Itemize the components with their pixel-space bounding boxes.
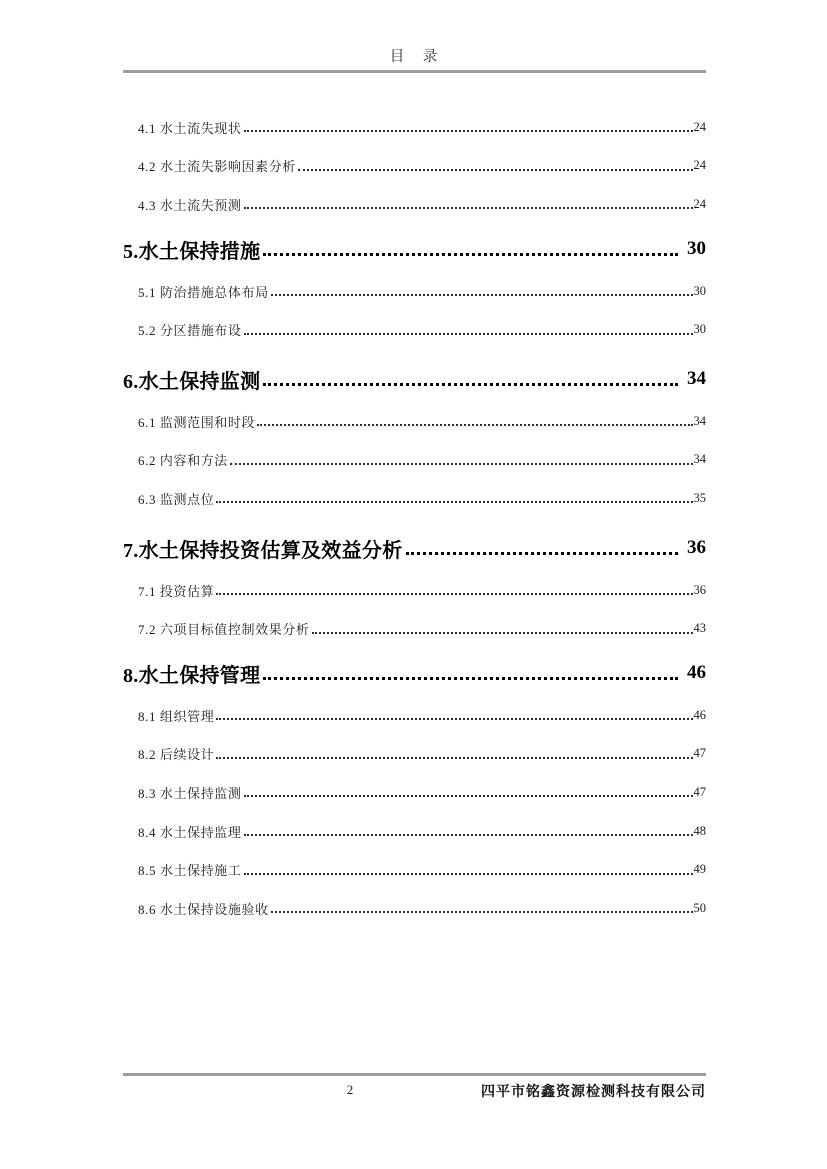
toc-entry-6-3[interactable]: [123, 479, 706, 518]
footer-content: [123, 1076, 706, 1102]
toc-page-number: 49: [693, 862, 706, 877]
toc-dot-leader: [263, 253, 678, 256]
toc-page-number: 46: [687, 662, 706, 684]
toc-entry-label: 5.2 分区措施布设: [138, 323, 242, 339]
toc-heading-8[interactable]: [123, 651, 706, 696]
page-footer: [123, 1073, 706, 1102]
toc-heading-6[interactable]: [123, 357, 706, 402]
toc-entry-label: 8.3 水土保持监测: [138, 785, 242, 801]
toc-entry-label: 6.2 内容和方法: [138, 453, 228, 469]
toc-page-number: 43: [693, 621, 706, 636]
toc-entry-label: 4.1 水土流失现状: [138, 120, 242, 136]
toc-entry-5-1[interactable]: [123, 272, 706, 311]
toc-dot-leader: [257, 424, 692, 426]
toc-entry-label: 8.4 水土保持监理: [138, 824, 242, 840]
toc-dot-leader: [216, 757, 692, 759]
toc-page-number: 24: [693, 158, 706, 173]
toc-entry-label: 5.1 防治措施总体布局: [138, 284, 269, 300]
toc-heading-5[interactable]: [123, 227, 706, 272]
toc-entry-6-1[interactable]: [123, 402, 706, 441]
toc-dot-leader: [216, 501, 692, 503]
footer-page-number: 2: [346, 1082, 354, 1097]
toc-heading-7[interactable]: [123, 526, 706, 571]
toc-entry-7-2[interactable]: [123, 609, 706, 648]
toc-heading-label: 6.水土保持监测: [123, 370, 261, 393]
toc-page-number: 47: [693, 784, 706, 799]
toc-title: 目 录: [389, 49, 440, 65]
toc-entry-7-1[interactable]: [123, 571, 706, 610]
toc-entry-8-6[interactable]: [123, 889, 706, 928]
toc-dot-leader: [312, 632, 693, 634]
toc-page-number: 24: [693, 119, 706, 134]
toc-dot-leader: [244, 873, 693, 875]
toc-dot-leader: [216, 718, 692, 720]
table-of-contents: [123, 108, 706, 928]
toc-entry-8-1[interactable]: [123, 696, 706, 735]
toc-page-number: 30: [693, 283, 706, 298]
toc-entry-label: 6.3 监测点位: [138, 491, 215, 507]
toc-entry-4-1[interactable]: [123, 108, 706, 147]
toc-dot-leader: [406, 552, 679, 555]
toc-entry-4-3[interactable]: [123, 185, 706, 224]
toc-heading-label: 5.水土保持措施: [123, 240, 261, 263]
toc-entry-label: 6.1 监测范围和时段: [138, 414, 256, 430]
toc-dot-leader: [244, 130, 693, 132]
toc-page-number: 46: [693, 707, 706, 722]
toc-dot-leader: [244, 795, 693, 797]
toc-entry-8-4[interactable]: [123, 812, 706, 851]
toc-page-number: 30: [693, 322, 706, 337]
toc-entry-4-2[interactable]: [123, 147, 706, 186]
toc-dot-leader: [298, 169, 693, 171]
toc-entry-5-2[interactable]: [123, 310, 706, 349]
toc-dot-leader: [271, 294, 693, 296]
toc-dot-leader: [230, 463, 693, 465]
page-header: [123, 0, 706, 73]
toc-page-number: 47: [693, 746, 706, 761]
toc-page-number: 34: [693, 452, 706, 467]
toc-page-number: 35: [693, 490, 706, 505]
footer-company-name: 四平市铭鑫资源检测科技有限公司: [481, 1083, 706, 1099]
toc-entry-6-2[interactable]: [123, 441, 706, 480]
toc-page-number: 36: [687, 537, 706, 559]
toc-page-number: 50: [693, 900, 706, 915]
toc-page-number: 48: [693, 823, 706, 838]
toc-dot-leader: [263, 677, 678, 680]
toc-dot-leader: [216, 593, 692, 595]
toc-heading-label: 7.水土保持投资估算及效益分析: [123, 539, 403, 562]
toc-entry-label: 8.5 水土保持施工: [138, 863, 242, 879]
toc-dot-leader: [244, 834, 693, 836]
toc-entry-8-5[interactable]: [123, 850, 706, 889]
toc-entry-label: 8.6 水土保持设施验收: [138, 901, 269, 917]
toc-dot-leader: [244, 207, 693, 209]
toc-entry-8-2[interactable]: [123, 735, 706, 774]
toc-page-number: 24: [693, 196, 706, 211]
toc-dot-leader: [244, 333, 693, 335]
toc-entry-label: 4.2 水土流失影响因素分析: [138, 159, 296, 175]
toc-entry-label: 7.1 投资估算: [138, 583, 215, 599]
toc-heading-label: 8.水土保持管理: [123, 664, 261, 687]
toc-entry-8-3[interactable]: [123, 773, 706, 812]
toc-page-number: 36: [693, 582, 706, 597]
toc-entry-label: 8.1 组织管理: [138, 708, 215, 724]
toc-entry-label: 7.2 六项目标值控制效果分析: [138, 622, 310, 638]
header-rule: [123, 70, 706, 73]
toc-dot-leader: [271, 911, 693, 913]
toc-page-number: 34: [693, 413, 706, 428]
toc-entry-label: 8.2 后续设计: [138, 747, 215, 763]
toc-dot-leader: [263, 383, 678, 386]
toc-entry-label: 4.3 水土流失预测: [138, 197, 242, 213]
toc-page-number: 30: [687, 238, 706, 260]
toc-page-number: 34: [687, 368, 706, 390]
